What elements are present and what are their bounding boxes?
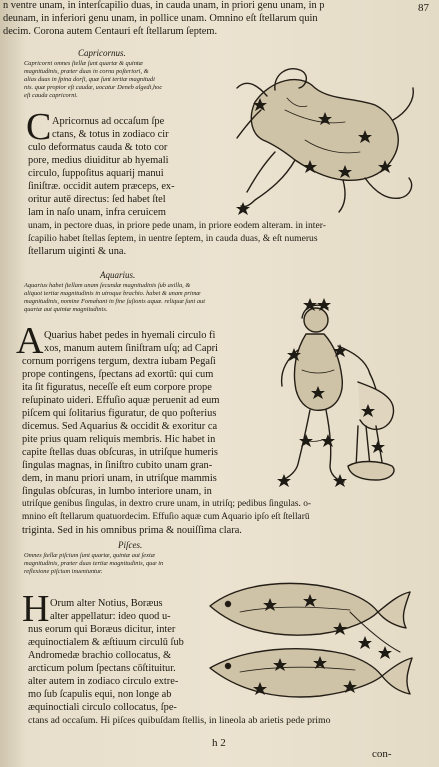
note-line: reflexione piſcium inueniuntur. <box>24 568 103 575</box>
drop-cap-h: H <box>22 588 50 630</box>
text-line: utriſque genibus ſingulas, in dextro crure unam, in utriſq; pedibus ſingulas. o- <box>22 499 312 509</box>
text-line: ita ſit figuratus, neceſſe eſt eum corpore prope <box>22 382 212 393</box>
note-line: Capricorni omnes ſtellæ ſunt quartæ & quintæ <box>24 60 143 67</box>
text-line: reſupinato uideri. Effuſio aquæ peruenit ad eum <box>22 395 220 406</box>
text-line: unam, in pectore duas, in priore pede unam, in priore eodem alteram. in inter- <box>28 220 326 231</box>
note-line: eſt cauda capricorni. <box>24 92 78 99</box>
text-line: xos, manum autem ſiniſtram uſq; ad Capri <box>44 343 219 354</box>
section-heading-capricornus: Capricornus. <box>78 48 126 58</box>
text-line: pite prius quam reliquis membris. Hic habet in <box>22 434 216 445</box>
text-line: ctans, & totus in zodiaco cir <box>52 129 169 140</box>
text-line: alter autem in zodiaco circulo extre- <box>28 676 179 687</box>
text-line: arcticum polum ſpectans cōſtituitur. <box>28 663 176 674</box>
signature-mark: h 2 <box>212 737 226 749</box>
note-line: nis. quæ propior eſt caudæ, uocatur Deneb algedi,hoc <box>24 84 163 91</box>
text-line: mnino eſt ſtellarum quatuordecim. Effuſio aquæ cum Aquario ipſo eſt ſtellarū <box>22 512 310 522</box>
aquarius-woodcut-image <box>258 290 408 495</box>
note-line: quartæ aut quintæ magnitudinis. <box>24 306 108 313</box>
section-heading-aquarius: Aquarius. <box>100 270 136 280</box>
text-line: alter appellatur: ideo quod u- <box>50 611 171 622</box>
catchword: con- <box>372 748 392 760</box>
capricorn-woodcut-image <box>215 60 420 218</box>
text-line: cornum porrigens tergum, dextra iubam Pegaſi <box>22 356 216 367</box>
text-line: ſtellarum uiginti & una. <box>28 246 127 257</box>
text-line: mo ſub ſcapulis equi, non longe ab <box>28 689 172 700</box>
text-line: nus eorum qui Boræus dicitur, inter <box>28 624 176 635</box>
text-line: circulo, ſuppoſitus aquarij manui <box>28 168 164 179</box>
text-line: ſcapilio habet ſtellas ſeptem, in uentre ſeptem, in cauda duas, & eſt numerus <box>28 233 318 244</box>
note-line: magnitudinis, nomine Fomahant in fine ſuſionis aquæ. reliquæ ſunt aut <box>24 298 206 305</box>
text-line: Andromedæ brachio collocatus, & <box>28 650 172 661</box>
text-line: dicemus. Sed Aquarius & occidit & exoritur ca <box>22 421 218 432</box>
text-line: oritur autē directus: ſed habet ſtel <box>28 194 166 205</box>
text-line: n ventre unam, in interſcapilio duas, in cauda unam, in priori genu unam, in p <box>3 0 325 11</box>
section-heading-pisces: Piſces. <box>118 540 143 550</box>
text-line: Orum alter Notius, Boræus <box>50 598 163 609</box>
note-line: alias duas in ſpina dorſi, quæ ſunt tertiæ magnitudi <box>24 76 155 83</box>
text-line: triginta. Sed in his omnibus prima & nouiſſima clara. <box>22 525 242 536</box>
text-line: deunam, in inferiori genu unam, in pollice unam. Omnino eſt ſtellarum quin <box>3 13 318 24</box>
note-line: aliquot tertiæ magnitudinis in utroque brachio. habet & unam primæ <box>24 290 201 297</box>
drop-cap-c: C <box>26 106 52 148</box>
text-line: æquinoctialem & æſtiuum circulū ſub <box>28 637 184 648</box>
page-number: 87 <box>418 2 429 14</box>
text-line: lam in naſo unam, infra ceruicem <box>28 207 166 218</box>
note-line: Aquarius habet ſtellam unam ſecundæ magnitudinis ſub axilla, & <box>24 282 191 289</box>
text-line: decim. Corona autem Centauri eſt ſtellarum ſeptem. <box>3 26 218 37</box>
note-line: Omnes ſtellæ piſcium ſunt quartæ, quintæ aut ſextæ <box>24 552 156 559</box>
text-line: culo deformatus cauda & toto cor <box>28 142 168 153</box>
text-line: pore, medius diuiditur ab hyemali <box>28 155 169 166</box>
text-line: dem, in manu priori unam, in utriſque mammis <box>22 473 217 484</box>
text-line: capite ſtellas duas obſcuras, in utriſque humeris <box>22 447 218 458</box>
text-line: Quarius habet pedes in hyemali circulo fi <box>44 330 216 341</box>
text-line: piſcem qui ſolitarius figuratur, de quo poſterius <box>22 408 217 419</box>
drop-cap-a: A <box>16 320 44 362</box>
text-line: ctans ad occaſum. Hi piſces quibuſdam ſtellis, in lineola ab arietis pede primo <box>28 715 331 726</box>
text-line: prope contingens, ſpectans ad exortū: qui cum <box>22 369 214 380</box>
text-line: Apricornus ad occaſum ſpe <box>52 116 165 127</box>
text-line: ſingulas obſcuras, in lumbo interiore unam, in <box>22 486 212 497</box>
text-line: æquinoctiali circulo collocatus, ſpe- <box>28 702 177 713</box>
note-line: magnitudinis, præter duas in cornu poſteriori, & <box>24 68 149 75</box>
text-line: ſiniſtræ. occidit autem præceps, ex- <box>28 181 175 192</box>
pisces-woodcut-image <box>200 572 415 710</box>
note-line: magnitudinis, præter duas tertiæ magnitudinis, quæ in <box>24 560 164 567</box>
text-line: ſingulas magnas, in ſiniſtro cubito unam gran- <box>22 460 213 471</box>
